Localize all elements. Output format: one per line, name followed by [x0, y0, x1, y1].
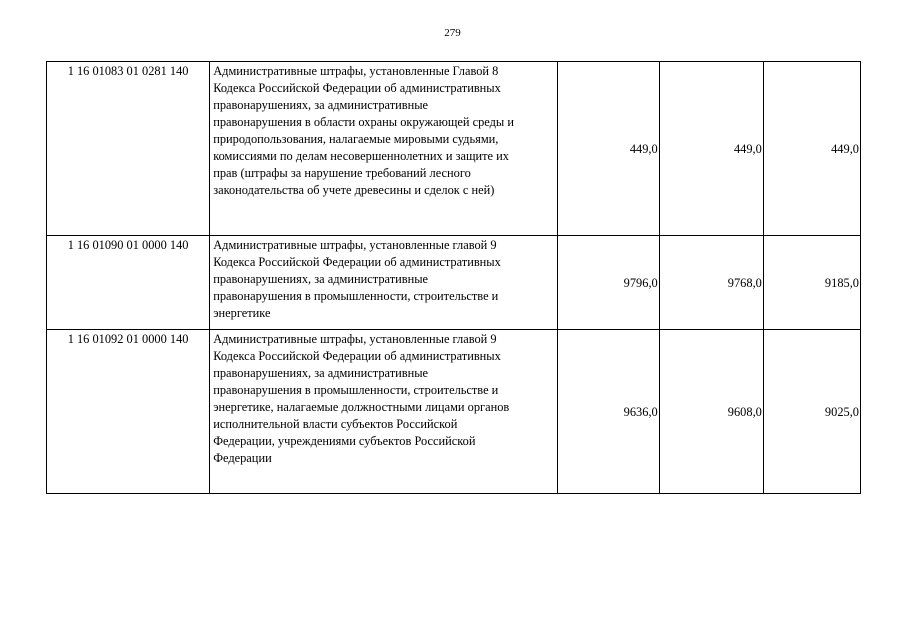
description-line: Кодекса Российской Федерации об административных — [213, 81, 501, 95]
description-line: правонарушениях, за административные — [213, 98, 429, 112]
description-line: правонарушения в промышленности, строительстве и — [213, 383, 499, 397]
amount-year-3: 449,0 — [763, 62, 860, 236]
revenue-description — [210, 236, 557, 330]
description-line: Федерации — [213, 451, 272, 465]
description-line: Кодекса Российской Федерации об административных — [213, 255, 501, 269]
revenue-description — [210, 330, 557, 494]
amount-year-1: 449,0 — [557, 62, 659, 236]
description-line: природопользования, налагаемые мировыми судьями, — [213, 132, 499, 146]
description-line: Административные штрафы, установленные Главой 8 — [213, 64, 499, 78]
description-line: правонарушения в области охраны окружающей среды и — [213, 115, 514, 129]
classification-code: 1 16 01090 01 0000 140 — [47, 236, 210, 330]
amount-year-2: 9768,0 — [659, 236, 763, 330]
revenue-description — [210, 62, 557, 236]
amount-year-3: 9185,0 — [763, 236, 860, 330]
amount-year-1: 9636,0 — [557, 330, 659, 494]
amount-year-2: 449,0 — [659, 62, 763, 236]
amount-year-3: 9025,0 — [763, 330, 860, 494]
table-row — [47, 236, 861, 330]
description-line: Кодекса Российской Федерации об административных — [213, 349, 501, 363]
classification-code: 1 16 01083 01 0281 140 — [47, 62, 210, 236]
description-line: комиссиями по делам несовершеннолетних и защите их — [213, 149, 509, 163]
description-line: правонарушениях, за административные — [213, 366, 429, 380]
classification-code: 1 16 01092 01 0000 140 — [47, 330, 210, 494]
description-line: энергетике — [213, 306, 271, 320]
description-line: энергетике, налагаемые должностными лицами органов — [213, 400, 510, 414]
description-line: законодательства об учете древесины и сделок с ней) — [213, 183, 495, 197]
description-line: Административные штрафы, установленные главой 9 — [213, 238, 497, 252]
budget-table — [46, 61, 861, 494]
description-line: исполнительной власти субъектов Российской — [213, 417, 458, 431]
amount-year-2: 9608,0 — [659, 330, 763, 494]
description-line: прав (штрафы за нарушение требований лесного — [213, 166, 471, 180]
description-line: правонарушения в промышленности, строительстве и — [213, 289, 499, 303]
table-row — [47, 330, 861, 494]
page-number: 279 — [444, 27, 461, 39]
amount-year-1: 9796,0 — [557, 236, 659, 330]
table-row — [47, 62, 861, 236]
description-line: Федерации, учреждениями субъектов Российской — [213, 434, 476, 448]
description-line: правонарушениях, за административные — [213, 272, 429, 286]
description-line: Административные штрафы, установленные главой 9 — [213, 332, 497, 346]
